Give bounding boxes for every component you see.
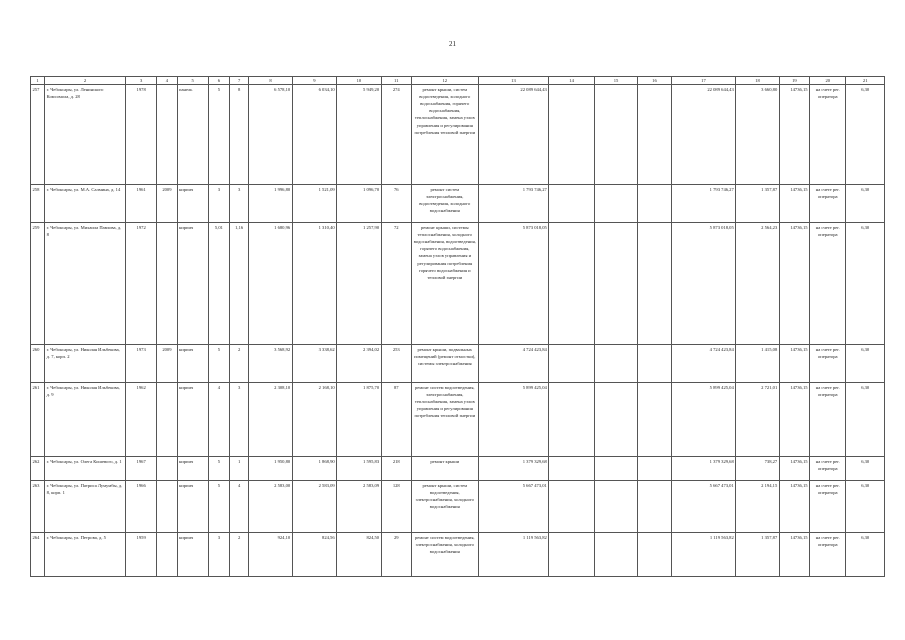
column-header: 3	[125, 77, 156, 85]
table-cell: 5 949,20	[337, 85, 381, 185]
table-cell: 1 119 563,82	[478, 533, 549, 577]
table-cell: 262	[31, 457, 45, 481]
table-cell: 2	[230, 533, 249, 577]
table-cell: 4 724 423,84	[671, 345, 736, 383]
table-cell: 263	[31, 481, 45, 533]
table-cell: 2 194,15	[736, 481, 779, 533]
table-cell: ремонт систем водоотведения, электроснабжения, холодного водоснабжения	[411, 533, 478, 577]
table-cell: 218	[381, 457, 411, 481]
column-header: 10	[337, 77, 381, 85]
table-cell: 6,30	[846, 481, 885, 533]
table-cell: 1 680,96	[249, 223, 292, 345]
table-cell: 5 667 473,01	[478, 481, 549, 533]
repair-program-table	[30, 76, 885, 577]
table-cell: 6,30	[846, 223, 885, 345]
table-cell: на счете рег. оператора	[810, 185, 846, 223]
table-cell: кирпич	[177, 481, 208, 533]
table-cell: кирпич	[177, 185, 208, 223]
table-cell: ремонт крыши, системы теплоснабжения, холодного водоснабжения, водоотведения, горячего водоснабжения, замена узлов управления и регулирования потребления горячего водоснабжения и тепловой энергии	[411, 223, 478, 345]
table-cell: 5	[208, 457, 229, 481]
table-cell: 2 394,02	[337, 345, 381, 383]
table-cell: ремонт крыши	[411, 457, 478, 481]
header-row	[31, 77, 885, 85]
table-cell: 72	[381, 223, 411, 345]
table-cell	[157, 533, 177, 577]
table-cell: 1 875,70	[337, 383, 381, 457]
table-cell: 3	[208, 185, 229, 223]
table-cell	[157, 85, 177, 185]
table-cell	[594, 223, 637, 345]
table-cell: 22 089 644,43	[671, 85, 736, 185]
table-cell: 5	[208, 85, 229, 185]
table-cell: 259	[31, 223, 45, 345]
table-row	[31, 481, 885, 533]
table-cell: 1 595,83	[337, 457, 381, 481]
table-cell: 2 308,10	[249, 383, 292, 457]
column-header: 2	[45, 77, 126, 85]
page-number: 21	[449, 40, 456, 48]
column-header: 12	[411, 77, 478, 85]
table-cell: г. Чебоксары, ул. Николая Ильбекова, д. 7, корп. 2	[45, 345, 126, 383]
table-cell: на счете рег. оператора	[810, 223, 846, 345]
table-cell: 1967	[125, 457, 156, 481]
table-cell: 1,16	[230, 223, 249, 345]
table-cell: 5,01	[208, 223, 229, 345]
table-cell: 738,27	[736, 457, 779, 481]
table-cell: ремонт крыши, систем водоотведения, электроснабжения, холодного водоснабжения	[411, 481, 478, 533]
table-cell: кирпич	[177, 383, 208, 457]
table-cell: 3	[208, 533, 229, 577]
table-cell: 1 521,09	[292, 185, 336, 223]
table-row	[31, 85, 885, 185]
table-cell: 5 667 473,01	[671, 481, 736, 533]
table-cell: 2009	[157, 185, 177, 223]
table-cell: 29	[381, 533, 411, 577]
column-header: 5	[177, 77, 208, 85]
table-cell: 5 873 018,05	[478, 223, 549, 345]
table-cell: кирпич	[177, 533, 208, 577]
table-cell: г. Чебоксары, ул. Олега Кошевого, д. 1	[45, 457, 126, 481]
table-cell: кирпич	[177, 223, 208, 345]
column-header: 17	[671, 77, 736, 85]
table-cell: 76	[381, 185, 411, 223]
table-cell: 2	[230, 345, 249, 383]
table-cell: 1 096,70	[337, 185, 381, 223]
table-cell: на счете рег. оператора	[810, 533, 846, 577]
table-cell: г. Чебоксары, ул. Михаила Павлова, д. 8	[45, 223, 126, 345]
repair-program-table-container	[30, 76, 885, 577]
table-cell	[638, 383, 671, 457]
table-cell: 1 357,87	[736, 185, 779, 223]
table-cell	[549, 457, 594, 481]
table-cell: 2 583,00	[249, 481, 292, 533]
table-cell: на счете рег. оператора	[810, 345, 846, 383]
table-cell: на счете рег. оператора	[810, 457, 846, 481]
column-header: 14	[549, 77, 594, 85]
table-cell: 261	[31, 383, 45, 457]
table-cell: кирпич	[177, 345, 208, 383]
table-cell	[157, 481, 177, 533]
table-cell: 128	[381, 481, 411, 533]
table-cell: ремонт крыши, систем водоотведения, холодного водоснабжения, горячего водоснабжения, теплоснабжения, замена узлов управления и регулирования потребления тепловой энергии	[411, 85, 478, 185]
table-cell: 1966	[125, 481, 156, 533]
table-cell: г. Чебоксары, ул. Петрова, д. 5	[45, 533, 126, 577]
table-cell: 2 583,09	[337, 481, 381, 533]
table-cell: г. Чебоксары, ул. Патриса Лумумбы, д. 8, корп. 1	[45, 481, 126, 533]
table-row	[31, 185, 885, 223]
table-row	[31, 345, 885, 383]
table-cell: 6,30	[846, 457, 885, 481]
table-cell: 22 089 644,43	[478, 85, 549, 185]
table-cell	[638, 457, 671, 481]
column-header: 6	[208, 77, 229, 85]
table-cell: 4 724 423,84	[478, 345, 549, 383]
column-header: 9	[292, 77, 336, 85]
table-cell: 5	[208, 481, 229, 533]
table-cell	[157, 223, 177, 345]
table-cell: 2 721,01	[736, 383, 779, 457]
column-header: 19	[779, 77, 809, 85]
table-cell: 1978	[125, 85, 156, 185]
table-cell: г. Чебоксары, ул. Николая Ильбекова, д. 9	[45, 383, 126, 457]
table-cell	[549, 533, 594, 577]
table-cell: панель	[177, 85, 208, 185]
table-cell	[638, 481, 671, 533]
table-body	[31, 85, 885, 577]
table-cell: ремонт систем электроснабжения, водоотведения, холодного водоснабжения	[411, 185, 478, 223]
table-cell: 8	[230, 85, 249, 185]
column-header: 4	[157, 77, 177, 85]
table-cell: 1 793 746,27	[478, 185, 549, 223]
table-cell: 2 564,23	[736, 223, 779, 345]
table-cell: 3 338,62	[292, 345, 336, 383]
table-cell: 2 168,10	[292, 383, 336, 457]
column-header: 18	[736, 77, 779, 85]
table-cell	[594, 481, 637, 533]
table-cell: 5 899 425,04	[671, 383, 736, 457]
table-cell: 3	[230, 185, 249, 223]
table-cell: кирпич	[177, 457, 208, 481]
table-cell: 824,50	[337, 533, 381, 577]
table-cell: на счете рег. оператора	[810, 85, 846, 185]
table-cell: 260	[31, 345, 45, 383]
table-cell: 5	[208, 345, 229, 383]
table-cell: 4	[230, 481, 249, 533]
table-cell: 14736,15	[779, 85, 809, 185]
table-cell	[594, 533, 637, 577]
column-header: 21	[846, 77, 885, 85]
table-cell: 14736,15	[779, 223, 809, 345]
table-cell: 14736,15	[779, 185, 809, 223]
table-cell	[594, 383, 637, 457]
table-cell	[549, 383, 594, 457]
table-cell: 1 379 329,68	[478, 457, 549, 481]
table-cell	[594, 345, 637, 383]
table-cell	[594, 457, 637, 481]
table-cell: 2 583,09	[292, 481, 336, 533]
table-row	[31, 457, 885, 481]
table-cell: 6,30	[846, 345, 885, 383]
table-cell: 258	[31, 185, 45, 223]
table-cell: 14736,15	[779, 481, 809, 533]
table-cell	[594, 85, 637, 185]
table-cell: 14736,15	[779, 383, 809, 457]
table-cell: 1 950,80	[249, 457, 292, 481]
table-cell: ремонт крыши, подвальных помещений (ремонт отмостки), системы электроснабжения	[411, 345, 478, 383]
table-cell: 274	[381, 85, 411, 185]
table-cell: 1 310,40	[292, 223, 336, 345]
table-cell	[549, 345, 594, 383]
table-row	[31, 223, 885, 345]
table-cell: 6,30	[846, 383, 885, 457]
table-cell: 5 873 018,05	[671, 223, 736, 345]
table-row	[31, 533, 885, 577]
table-cell: 1959	[125, 533, 156, 577]
table-cell: 14736,15	[779, 533, 809, 577]
table-cell	[549, 223, 594, 345]
table-cell: 4	[208, 383, 229, 457]
table-cell: на счете рег. оператора	[810, 383, 846, 457]
table-cell	[549, 481, 594, 533]
table-cell: 6 034,10	[292, 85, 336, 185]
table-cell: 1 793 746,27	[671, 185, 736, 223]
table-cell: 3 568,92	[249, 345, 292, 383]
table-cell: 1973	[125, 345, 156, 383]
table-cell: 3 660,80	[736, 85, 779, 185]
table-cell	[638, 533, 671, 577]
column-header: 13	[478, 77, 549, 85]
table-cell: 257	[31, 85, 45, 185]
column-header: 8	[249, 77, 292, 85]
table-cell: 5 899 425,04	[478, 383, 549, 457]
table-cell	[638, 185, 671, 223]
table-cell: 14736,15	[779, 457, 809, 481]
table-cell: 1	[230, 457, 249, 481]
column-header: 15	[594, 77, 637, 85]
table-cell	[157, 383, 177, 457]
table-cell: 253	[381, 345, 411, 383]
table-cell: 6,30	[846, 533, 885, 577]
table-cell: 1 415,08	[736, 345, 779, 383]
table-cell	[638, 223, 671, 345]
table-cell	[638, 85, 671, 185]
table-cell: 1 257,90	[337, 223, 381, 345]
table-cell: 6,30	[846, 185, 885, 223]
table-cell: 264	[31, 533, 45, 577]
table-cell: 1962	[125, 383, 156, 457]
table-cell: на счете рег. оператора	[810, 481, 846, 533]
table-cell: 3	[230, 383, 249, 457]
table-cell: 87	[381, 383, 411, 457]
table-cell	[594, 185, 637, 223]
table-cell	[638, 345, 671, 383]
table-cell: 1972	[125, 223, 156, 345]
column-header: 7	[230, 77, 249, 85]
column-header: 1	[31, 77, 45, 85]
table-cell	[157, 457, 177, 481]
table-cell: г. Чебоксары, ул. М.А. Салмина, д. 14	[45, 185, 126, 223]
table-cell	[549, 85, 594, 185]
table-cell: 1961	[125, 185, 156, 223]
column-header: 11	[381, 77, 411, 85]
table-cell: 1 868,90	[292, 457, 336, 481]
column-header: 20	[810, 77, 846, 85]
table-cell: 824,56	[292, 533, 336, 577]
table-header	[31, 77, 885, 85]
table-cell: 2009	[157, 345, 177, 383]
table-cell: г. Чебоксары, ул. Ленинского Комсомола, д. 28	[45, 85, 126, 185]
table-row	[31, 383, 885, 457]
column-header: 16	[638, 77, 671, 85]
table-cell	[549, 185, 594, 223]
table-cell: 924,10	[249, 533, 292, 577]
table-cell: 1 357,87	[736, 533, 779, 577]
table-cell: 6,30	[846, 85, 885, 185]
table-cell: 1 996,80	[249, 185, 292, 223]
table-cell: 6 578,10	[249, 85, 292, 185]
table-cell: 14736,15	[779, 345, 809, 383]
table-cell: ремонт систем водоотведения, электроснабжения, теплоснабжения, замена узлов управления и регулирования потребления тепловой энергии	[411, 383, 478, 457]
table-cell: 1 119 563,82	[671, 533, 736, 577]
table-cell: 1 379 329,68	[671, 457, 736, 481]
